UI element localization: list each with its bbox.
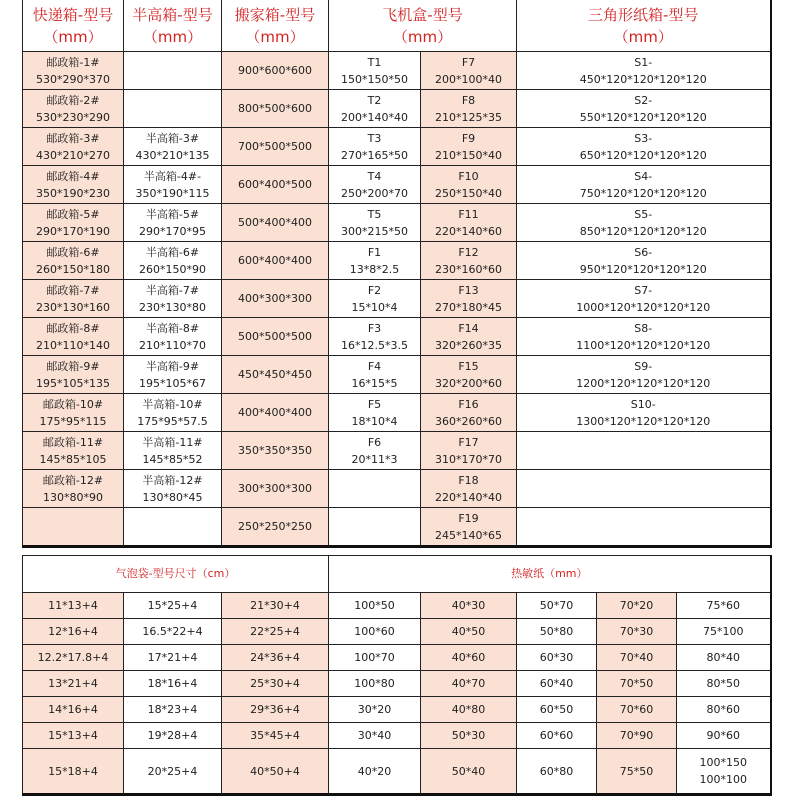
airplane-box-f-cell bbox=[421, 318, 517, 356]
express-box-cell bbox=[23, 242, 124, 280]
bubble-bag-size-cell: 20*25+4 bbox=[124, 749, 222, 795]
triangle-box-cell-dims: 750*120*120*120*120 bbox=[579, 186, 707, 200]
express-box-cell bbox=[23, 52, 124, 90]
half-height-box-cell-model: 半高箱-4#- bbox=[143, 169, 202, 183]
half-height-box-cell bbox=[124, 128, 222, 166]
moving-box-cell: 500*400*400 bbox=[222, 204, 329, 242]
airplane-box-t-cell bbox=[329, 128, 421, 166]
express-box-cell-dims: 175*95*115 bbox=[39, 414, 107, 428]
triangle-box-cell bbox=[517, 470, 771, 508]
thermal-paper-size-cell: 70*20 bbox=[597, 593, 677, 619]
airplane-box-t-cell-model: F1 bbox=[367, 245, 382, 259]
airplane-box-f-cell-dims: 220*140*60 bbox=[435, 224, 502, 238]
half-height-box-cell bbox=[124, 356, 222, 394]
airplane-box-t-cell-model: T3 bbox=[367, 131, 382, 145]
header-express-box: 快递箱-型号 （mm） bbox=[23, 0, 124, 52]
airplane-box-f-cell-model: F12 bbox=[458, 245, 479, 259]
airplane-box-f-cell bbox=[421, 432, 517, 470]
airplane-box-t-cell bbox=[329, 508, 421, 547]
thermal-paper-size-cell: 60*80 bbox=[517, 749, 597, 795]
triangle-box-cell-model: S7- bbox=[634, 283, 653, 297]
box-size-row bbox=[23, 166, 771, 204]
thermal-paper-size-cell: 40*70 bbox=[421, 671, 517, 697]
airplane-box-f-cell-model: F8 bbox=[461, 93, 476, 107]
airplane-box-f-cell-model: F14 bbox=[458, 321, 479, 335]
bag-paper-row bbox=[23, 645, 771, 671]
triangle-box-cell-dims: 1200*120*120*120*120 bbox=[576, 376, 711, 390]
airplane-box-f-cell-dims: 200*100*40 bbox=[435, 72, 502, 86]
airplane-box-t-cell-dims: 15*10*4 bbox=[351, 300, 398, 314]
airplane-box-f-cell-model: F19 bbox=[458, 511, 479, 525]
triangle-box-cell-model: S3- bbox=[634, 131, 653, 145]
triangle-box-cell bbox=[517, 432, 771, 470]
express-box-cell-model: 邮政箱-1# bbox=[46, 55, 100, 69]
triangle-box-cell bbox=[517, 90, 771, 128]
thermal-paper-size-cell: 100*80 bbox=[329, 671, 421, 697]
bag-paper-row bbox=[23, 723, 771, 749]
express-box-cell bbox=[23, 432, 124, 470]
size-reference-sheet bbox=[22, 0, 770, 800]
triangle-box-cell-model: S9- bbox=[634, 359, 653, 373]
express-box-cell-model: 邮政箱-3# bbox=[46, 131, 100, 145]
express-box-cell bbox=[23, 128, 124, 166]
thermal-paper-size-cell: 50*40 bbox=[421, 749, 517, 795]
thermal-paper-size-cell: 75*100 bbox=[677, 619, 771, 645]
triangle-box-cell-dims: 1000*120*120*120*120 bbox=[576, 300, 711, 314]
airplane-box-f-cell-model: F11 bbox=[458, 207, 479, 221]
triangle-box-cell bbox=[517, 166, 771, 204]
half-height-box-cell-dims: 230*130*80 bbox=[139, 300, 206, 314]
bubble-bag-size-cell: 12*16+4 bbox=[23, 619, 124, 645]
box-size-row bbox=[23, 128, 771, 166]
airplane-box-t-cell bbox=[329, 204, 421, 242]
airplane-box-t-cell-dims: 16*15*5 bbox=[351, 376, 398, 390]
airplane-box-t-cell-dims: 200*140*40 bbox=[341, 110, 408, 124]
thermal-paper-size-cell: 100*150 100*100 bbox=[677, 749, 771, 795]
half-height-box-cell-model: 半高箱-9# bbox=[145, 359, 200, 373]
bag-paper-table bbox=[22, 555, 772, 796]
thermal-paper-size-cell: 40*20 bbox=[329, 749, 421, 795]
express-box-cell-dims: 530*290*370 bbox=[36, 72, 110, 86]
airplane-box-t-cell bbox=[329, 394, 421, 432]
thermal-paper-size-cell: 80*50 bbox=[677, 671, 771, 697]
header-thermal-paper: 热敏纸（mm） bbox=[329, 556, 771, 593]
triangle-box-cell bbox=[517, 508, 771, 547]
half-height-box-cell-model: 半高箱-7# bbox=[145, 283, 200, 297]
half-height-box-cell bbox=[124, 508, 222, 547]
airplane-box-f-cell-model: F10 bbox=[458, 169, 479, 183]
airplane-box-t-cell-model: T1 bbox=[367, 55, 382, 69]
triangle-box-cell bbox=[517, 356, 771, 394]
airplane-box-f-cell bbox=[421, 90, 517, 128]
bubble-bag-size-cell: 15*13+4 bbox=[23, 723, 124, 749]
airplane-box-f-cell-dims: 320*260*35 bbox=[435, 338, 502, 352]
bubble-bag-size-cell: 22*25+4 bbox=[222, 619, 329, 645]
half-height-box-cell-dims: 290*170*95 bbox=[139, 224, 206, 238]
express-box-cell bbox=[23, 318, 124, 356]
express-box-cell-dims: 145*85*105 bbox=[39, 452, 107, 466]
triangle-box-cell bbox=[517, 128, 771, 166]
triangle-box-cell-dims: 850*120*120*120*120 bbox=[579, 224, 707, 238]
airplane-box-t-cell-dims: 20*11*3 bbox=[351, 452, 398, 466]
express-box-cell-model: 邮政箱-8# bbox=[46, 321, 100, 335]
header-half-height-box: 半高箱-型号 （mm） bbox=[124, 0, 222, 52]
header-airplane-box: 飞机盒-型号 （mm） bbox=[329, 0, 517, 52]
bubble-bag-size-cell: 15*18+4 bbox=[23, 749, 124, 795]
bubble-bag-size-cell: 14*16+4 bbox=[23, 697, 124, 723]
triangle-box-cell bbox=[517, 204, 771, 242]
thermal-paper-size-cell: 100*50 bbox=[329, 593, 421, 619]
triangle-box-cell bbox=[517, 318, 771, 356]
airplane-box-f-cell-model: F16 bbox=[458, 397, 479, 411]
airplane-box-f-cell bbox=[421, 166, 517, 204]
half-height-box-cell bbox=[124, 52, 222, 90]
thermal-paper-size-cell: 70*50 bbox=[597, 671, 677, 697]
thermal-paper-size-cell: 90*60 bbox=[677, 723, 771, 749]
thermal-paper-size-cell: 60*30 bbox=[517, 645, 597, 671]
bubble-bag-size-cell: 17*21+4 bbox=[124, 645, 222, 671]
bag-paper-row bbox=[23, 619, 771, 645]
thermal-paper-size-cell: 30*40 bbox=[329, 723, 421, 749]
express-box-cell-model: 邮政箱-12# bbox=[42, 473, 104, 487]
airplane-box-f-cell bbox=[421, 204, 517, 242]
express-box-cell bbox=[23, 470, 124, 508]
thermal-paper-size-cell: 40*50 bbox=[421, 619, 517, 645]
moving-box-cell: 450*450*450 bbox=[222, 356, 329, 394]
moving-box-cell: 600*400*400 bbox=[222, 242, 329, 280]
thermal-paper-size-cell: 60*60 bbox=[517, 723, 597, 749]
airplane-box-t-cell-model: F5 bbox=[367, 397, 382, 411]
half-height-box-cell-model: 半高箱-11# bbox=[142, 435, 203, 449]
express-box-cell-dims: 290*170*190 bbox=[36, 224, 110, 238]
bag-paper-row bbox=[23, 671, 771, 697]
airplane-box-f-cell bbox=[421, 470, 517, 508]
triangle-box-cell-model: S4- bbox=[634, 169, 653, 183]
triangle-box-cell-model: S6- bbox=[634, 245, 653, 259]
moving-box-cell: 600*400*500 bbox=[222, 166, 329, 204]
express-box-cell-dims: 530*230*290 bbox=[36, 110, 110, 124]
half-height-box-cell bbox=[124, 470, 222, 508]
airplane-box-f-cell-dims: 210*150*40 bbox=[435, 148, 502, 162]
express-box-cell-dims: 130*80*90 bbox=[43, 490, 103, 504]
box-sizes-table bbox=[22, 0, 772, 548]
airplane-box-f-cell-dims: 250*150*40 bbox=[435, 186, 502, 200]
airplane-box-f-cell bbox=[421, 508, 517, 547]
airplane-box-t-cell-dims: 270*165*50 bbox=[341, 148, 408, 162]
express-box-cell-dims: 350*190*230 bbox=[36, 186, 110, 200]
airplane-box-f-cell-dims: 360*260*60 bbox=[435, 414, 502, 428]
express-box-cell-dims: 210*110*140 bbox=[36, 338, 110, 352]
half-height-box-cell bbox=[124, 242, 222, 280]
express-box-cell-model: 邮政箱-2# bbox=[46, 93, 100, 107]
triangle-box-cell-model: S5- bbox=[634, 207, 653, 221]
moving-box-cell: 300*300*300 bbox=[222, 470, 329, 508]
airplane-box-f-cell-dims: 245*140*65 bbox=[435, 528, 502, 542]
half-height-box-cell bbox=[124, 432, 222, 470]
airplane-box-t-cell-dims: 18*10*4 bbox=[351, 414, 398, 428]
half-height-box-cell-model: 半高箱-8# bbox=[145, 321, 200, 335]
header-triangle-box: 三角形纸箱-型号 （mm） bbox=[517, 0, 771, 52]
moving-box-cell: 400*300*300 bbox=[222, 280, 329, 318]
moving-box-cell: 400*400*400 bbox=[222, 394, 329, 432]
express-box-cell bbox=[23, 356, 124, 394]
express-box-cell-model: 邮政箱-4# bbox=[46, 169, 100, 183]
airplane-box-t-cell-model: T2 bbox=[367, 93, 382, 107]
bubble-bag-size-cell: 21*30+4 bbox=[222, 593, 329, 619]
thermal-paper-size-cell: 60*40 bbox=[517, 671, 597, 697]
bubble-bag-size-cell: 35*45+4 bbox=[222, 723, 329, 749]
moving-box-cell: 700*500*500 bbox=[222, 128, 329, 166]
triangle-box-cell bbox=[517, 52, 771, 90]
airplane-box-f-cell-dims: 230*160*60 bbox=[435, 262, 502, 276]
half-height-box-cell-dims: 260*150*90 bbox=[139, 262, 206, 276]
airplane-box-f-cell bbox=[421, 394, 517, 432]
airplane-box-t-cell-model: T5 bbox=[367, 207, 382, 221]
half-height-box-cell-dims: 145*85*52 bbox=[142, 452, 203, 466]
thermal-paper-size-cell: 40*60 bbox=[421, 645, 517, 671]
airplane-box-t-cell bbox=[329, 90, 421, 128]
airplane-box-f-cell-dims: 220*140*40 bbox=[435, 490, 502, 504]
express-box-cell bbox=[23, 394, 124, 432]
express-box-cell-dims: 230*130*160 bbox=[36, 300, 110, 314]
airplane-box-f-cell-dims: 270*180*45 bbox=[435, 300, 502, 314]
airplane-box-f-cell-model: F15 bbox=[458, 359, 479, 373]
thermal-paper-size-cell: 60*50 bbox=[517, 697, 597, 723]
bag-paper-row bbox=[23, 697, 771, 723]
triangle-box-cell-model: S1- bbox=[634, 55, 653, 69]
half-height-box-cell-dims: 430*210*135 bbox=[135, 148, 210, 162]
thermal-paper-size-cell: 70*30 bbox=[597, 619, 677, 645]
airplane-box-t-cell bbox=[329, 318, 421, 356]
box-size-row bbox=[23, 470, 771, 508]
airplane-box-f-cell bbox=[421, 52, 517, 90]
half-height-box-cell bbox=[124, 166, 222, 204]
airplane-box-t-cell-model: F2 bbox=[367, 283, 382, 297]
moving-box-cell: 350*350*350 bbox=[222, 432, 329, 470]
thermal-paper-size-cell: 40*30 bbox=[421, 593, 517, 619]
triangle-box-cell-dims: 650*120*120*120*120 bbox=[579, 148, 707, 162]
half-height-box-cell-dims: 210*110*70 bbox=[139, 338, 206, 352]
express-box-cell-dims: 260*150*180 bbox=[36, 262, 110, 276]
moving-box-cell: 800*500*600 bbox=[222, 90, 329, 128]
airplane-box-t-cell-dims: 250*200*70 bbox=[341, 186, 408, 200]
airplane-box-f-cell-model: F13 bbox=[458, 283, 479, 297]
express-box-cell-model: 邮政箱-6# bbox=[46, 245, 100, 259]
half-height-box-cell-model: 半高箱-12# bbox=[142, 473, 203, 487]
bubble-bag-size-cell: 24*36+4 bbox=[222, 645, 329, 671]
half-height-box-cell bbox=[124, 394, 222, 432]
express-box-cell-model: 邮政箱-7# bbox=[46, 283, 100, 297]
airplane-box-t-cell-dims: 16*12.5*3.5 bbox=[341, 338, 408, 352]
half-height-box-cell bbox=[124, 204, 222, 242]
airplane-box-f-cell bbox=[421, 356, 517, 394]
bubble-bag-size-cell: 18*16+4 bbox=[124, 671, 222, 697]
thermal-paper-size-cell: 75*60 bbox=[677, 593, 771, 619]
bubble-bag-size-cell: 25*30+4 bbox=[222, 671, 329, 697]
airplane-box-f-cell bbox=[421, 128, 517, 166]
bag-paper-header-row bbox=[23, 556, 771, 593]
airplane-box-f-cell-dims: 210*125*35 bbox=[435, 110, 502, 124]
airplane-box-t-cell-model: F6 bbox=[367, 435, 382, 449]
airplane-box-t-cell bbox=[329, 52, 421, 90]
express-box-cell-dims: 430*210*270 bbox=[36, 148, 110, 162]
half-height-box-cell bbox=[124, 318, 222, 356]
airplane-box-t-cell-dims: 300*215*50 bbox=[341, 224, 408, 238]
bubble-bag-size-cell: 13*21+4 bbox=[23, 671, 124, 697]
express-box-cell-model: 邮政箱-10# bbox=[42, 397, 104, 411]
triangle-box-cell-model: S8- bbox=[634, 321, 653, 335]
box-size-row bbox=[23, 394, 771, 432]
airplane-box-f-cell-model: F17 bbox=[458, 435, 479, 449]
thermal-paper-size-cell: 40*80 bbox=[421, 697, 517, 723]
express-box-cell-model: 邮政箱-5# bbox=[46, 207, 100, 221]
box-size-row bbox=[23, 280, 771, 318]
half-height-box-cell-dims: 195*105*67 bbox=[139, 376, 206, 390]
box-size-row bbox=[23, 318, 771, 356]
half-height-box-cell-dims: 350*190*115 bbox=[135, 186, 210, 200]
box-size-row bbox=[23, 508, 771, 547]
airplane-box-t-cell-model: F3 bbox=[367, 321, 382, 335]
triangle-box-cell-dims: 550*120*120*120*120 bbox=[579, 110, 707, 124]
half-height-box-cell bbox=[124, 90, 222, 128]
airplane-box-t-cell-model: F4 bbox=[367, 359, 382, 373]
triangle-box-cell bbox=[517, 394, 771, 432]
thermal-paper-size-cell: 50*70 bbox=[517, 593, 597, 619]
triangle-box-cell-dims: 950*120*120*120*120 bbox=[579, 262, 707, 276]
thermal-paper-size-cell: 50*80 bbox=[517, 619, 597, 645]
bubble-bag-size-cell: 16.5*22+4 bbox=[124, 619, 222, 645]
airplane-box-t-cell-model: T4 bbox=[367, 169, 382, 183]
airplane-box-t-cell bbox=[329, 242, 421, 280]
bubble-bag-size-cell: 40*50+4 bbox=[222, 749, 329, 795]
thermal-paper-size-cell: 70*90 bbox=[597, 723, 677, 749]
express-box-cell-model: 邮政箱-11# bbox=[42, 435, 104, 449]
express-box-cell bbox=[23, 90, 124, 128]
airplane-box-t-cell bbox=[329, 280, 421, 318]
bubble-bag-size-cell: 12.2*17.8+4 bbox=[23, 645, 124, 671]
express-box-cell-dims: 195*105*135 bbox=[36, 376, 110, 390]
bubble-bag-size-cell: 15*25+4 bbox=[124, 593, 222, 619]
half-height-box-cell-model: 半高箱-5# bbox=[145, 207, 200, 221]
moving-box-cell: 250*250*250 bbox=[222, 508, 329, 547]
triangle-box-cell bbox=[517, 280, 771, 318]
thermal-paper-size-cell: 100*60 bbox=[329, 619, 421, 645]
half-height-box-cell-model: 半高箱-10# bbox=[142, 397, 203, 411]
header-moving-box: 搬家箱-型号 （mm） bbox=[222, 0, 329, 52]
bubble-bag-size-cell: 29*36+4 bbox=[222, 697, 329, 723]
half-height-box-cell-model: 半高箱-6# bbox=[145, 245, 200, 259]
triangle-box-cell bbox=[517, 242, 771, 280]
half-height-box-cell-model: 半高箱-3# bbox=[145, 131, 200, 145]
express-box-cell bbox=[23, 280, 124, 318]
express-box-cell-model: 邮政箱-9# bbox=[46, 359, 100, 373]
triangle-box-cell-dims: 450*120*120*120*120 bbox=[579, 72, 707, 86]
box-size-row bbox=[23, 204, 771, 242]
airplane-box-f-cell bbox=[421, 280, 517, 318]
airplane-box-f-cell-model: F18 bbox=[458, 473, 479, 487]
airplane-box-t-cell-dims: 13*8*2.5 bbox=[349, 262, 400, 276]
moving-box-cell: 500*500*500 bbox=[222, 318, 329, 356]
triangle-box-cell-dims: 1300*120*120*120*120 bbox=[576, 414, 711, 428]
triangle-box-cell-dims: 1100*120*120*120*120 bbox=[576, 338, 711, 352]
header-bubble-bag: 气泡袋-型号尺寸（cm） bbox=[23, 556, 329, 593]
airplane-box-t-cell bbox=[329, 356, 421, 394]
triangle-box-cell-model: S10- bbox=[630, 397, 656, 411]
half-height-box-cell bbox=[124, 280, 222, 318]
airplane-box-t-cell bbox=[329, 166, 421, 204]
triangle-box-cell-model: S2- bbox=[634, 93, 653, 107]
bubble-bag-size-cell: 11*13+4 bbox=[23, 593, 124, 619]
bag-paper-row bbox=[23, 593, 771, 619]
bubble-bag-size-cell: 18*23+4 bbox=[124, 697, 222, 723]
box-sizes-header-row bbox=[23, 0, 771, 52]
thermal-paper-size-cell: 100*70 bbox=[329, 645, 421, 671]
box-size-row bbox=[23, 356, 771, 394]
bubble-bag-size-cell: 19*28+4 bbox=[124, 723, 222, 749]
thermal-paper-size-cell: 80*60 bbox=[677, 697, 771, 723]
box-size-row bbox=[23, 52, 771, 90]
thermal-paper-size-cell: 70*40 bbox=[597, 645, 677, 671]
express-box-cell bbox=[23, 508, 124, 547]
airplane-box-t-cell-dims: 150*150*50 bbox=[341, 72, 408, 86]
thermal-paper-size-cell: 70*60 bbox=[597, 697, 677, 723]
airplane-box-t-cell bbox=[329, 470, 421, 508]
airplane-box-f-cell-model: F9 bbox=[461, 131, 476, 145]
box-size-row bbox=[23, 90, 771, 128]
half-height-box-cell-dims: 175*95*57.5 bbox=[137, 414, 208, 428]
thermal-paper-size-cell: 80*40 bbox=[677, 645, 771, 671]
airplane-box-f-cell-model: F7 bbox=[461, 55, 476, 69]
thermal-paper-size-cell: 50*30 bbox=[421, 723, 517, 749]
express-box-cell bbox=[23, 204, 124, 242]
bag-paper-row bbox=[23, 749, 771, 795]
express-box-cell bbox=[23, 166, 124, 204]
moving-box-cell: 900*600*600 bbox=[222, 52, 329, 90]
box-size-row bbox=[23, 432, 771, 470]
half-height-box-cell-dims: 130*80*45 bbox=[142, 490, 203, 504]
airplane-box-f-cell bbox=[421, 242, 517, 280]
airplane-box-t-cell bbox=[329, 432, 421, 470]
airplane-box-f-cell-dims: 310*170*70 bbox=[435, 452, 502, 466]
box-size-row bbox=[23, 242, 771, 280]
thermal-paper-size-cell: 30*20 bbox=[329, 697, 421, 723]
thermal-paper-size-cell: 75*50 bbox=[597, 749, 677, 795]
airplane-box-f-cell-dims: 320*200*60 bbox=[435, 376, 502, 390]
